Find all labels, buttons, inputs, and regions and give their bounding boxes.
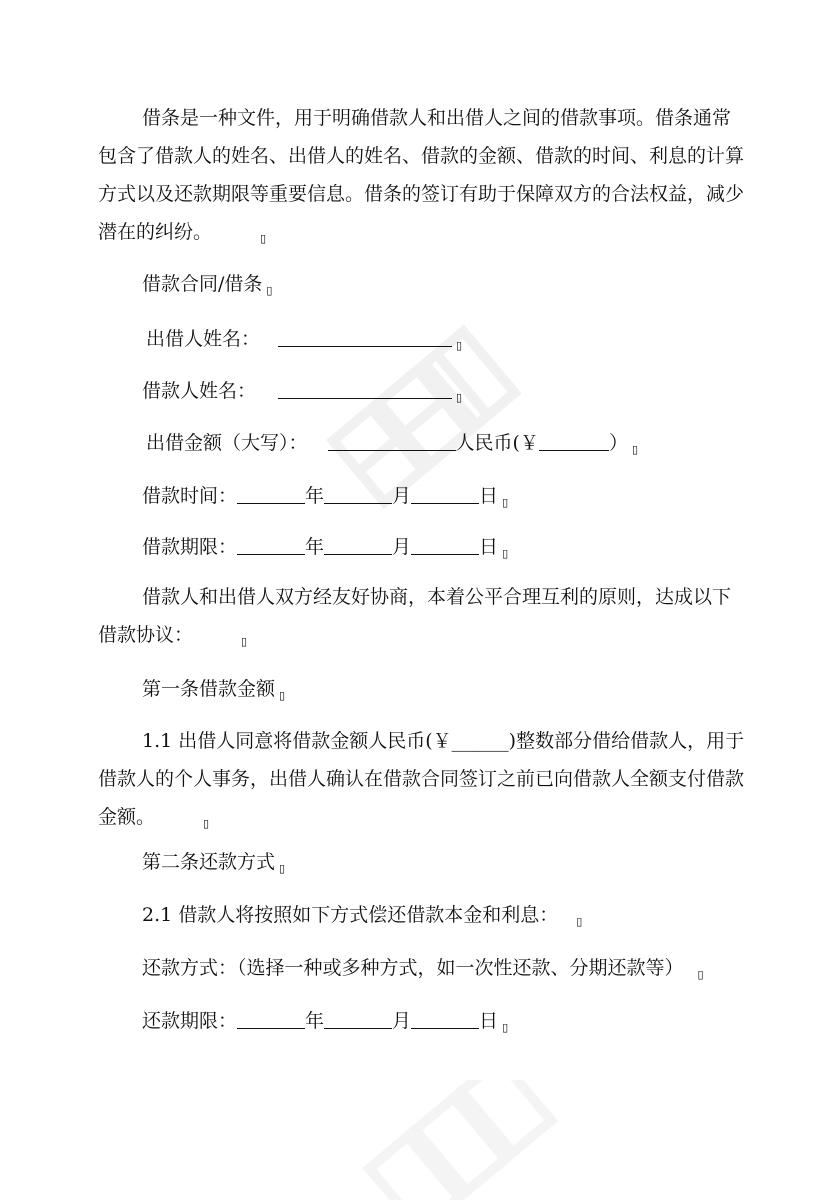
year-label: 年	[305, 1010, 325, 1032]
article1-1-paragraph	[98, 722, 748, 843]
article2-title	[142, 850, 285, 881]
contract-title-text: 借款合同/借条	[142, 273, 263, 295]
article1-title	[142, 677, 285, 708]
currency-label: 人民币(￥	[455, 432, 539, 454]
loan-time-month-field[interactable]	[324, 483, 392, 504]
article1-1-text: 1.1 出借人同意将借款金额人民币(￥______)整数部分借给借款人，用于借款人的个人事务，出借人确认在借款合同签订之前已向借款人全额支付借款金额。	[98, 730, 745, 828]
day-label: 日	[479, 536, 499, 558]
paragraph-mark-icon: ▯	[697, 968, 704, 981]
repay-term-month-field[interactable]	[324, 1008, 392, 1029]
loan-amount-row	[146, 430, 638, 462]
loan-time-year-field[interactable]	[237, 483, 305, 504]
repay-term-day-field[interactable]	[411, 1008, 479, 1029]
paragraph-mark-icon: ▯	[576, 915, 583, 928]
loan-term-day-field[interactable]	[411, 534, 479, 555]
year-label: 年	[305, 485, 325, 507]
repay-term-year-field[interactable]	[237, 1008, 305, 1029]
paragraph-mark-icon: ▯	[502, 496, 509, 509]
day-label: 日	[479, 485, 499, 507]
contract-title	[142, 272, 272, 303]
paragraph-mark-icon: ▯	[502, 1021, 509, 1034]
loan-amount-uppercase-field[interactable]	[328, 430, 456, 451]
borrower-name-label: 借款人姓名：	[142, 380, 257, 402]
loan-term-year-field[interactable]	[237, 534, 305, 555]
intro-paragraph	[98, 99, 748, 258]
loan-amount-label: 出借金额（大写）：	[146, 432, 308, 454]
paragraph-mark-icon: ▯	[279, 689, 286, 702]
paragraph-mark-icon: ▯	[631, 443, 639, 456]
agreement-intro-paragraph	[98, 578, 748, 661]
loan-time-row	[142, 483, 508, 515]
day-label: 日	[479, 1010, 499, 1032]
paragraph-mark-icon: ▯	[260, 232, 267, 245]
loan-time-label: 借款时间：	[142, 485, 238, 507]
article2-title-text: 第二条还款方式	[142, 851, 276, 873]
loan-time-day-field[interactable]	[411, 483, 479, 504]
lender-name-label: 出借人姓名：	[146, 328, 261, 350]
repay-method-text: 还款方式：（选择一种或多种方式，如一次性还款、分期还款等）	[142, 957, 684, 979]
loan-amount-number-field[interactable]	[539, 430, 609, 451]
loan-term-row	[142, 534, 508, 566]
year-label: 年	[305, 536, 325, 558]
month-label: 月	[392, 1010, 412, 1032]
watermark-logo-bottom	[330, 1080, 570, 1200]
month-label: 月	[392, 485, 412, 507]
paragraph-mark-icon: ▯	[241, 635, 248, 648]
article2-1-text: 2.1 借款人将按照如下方式偿还借款本金和利息：	[142, 904, 559, 926]
paragraph-mark-icon: ▯	[456, 391, 463, 404]
intro-text: 借条是一种文件，用于明确借款人和出借人之间的借款事项。借条通常包含了借款人的姓名、出借人的姓名、借款的金额、借款的时间、利息的计算方式以及还款期限等重要信息。借条的签订有助于保障双方的合法权益，减少潜在的纠纷。	[98, 107, 745, 243]
loan-term-month-field[interactable]	[324, 534, 392, 555]
repay-term-row	[142, 1008, 508, 1040]
month-label: 月	[392, 536, 412, 558]
agreement-intro-text: 借款人和出借人双方经友好协商，本着公平合理互利的原则，达成以下借款协议：	[98, 586, 732, 646]
repay-method-line	[142, 956, 704, 987]
article2-1-line	[142, 903, 582, 934]
borrower-name-field[interactable]	[278, 378, 452, 399]
paragraph-mark-icon: ▯	[279, 862, 286, 875]
lender-name-field[interactable]	[278, 326, 452, 347]
loan-term-label: 借款期限：	[142, 536, 238, 558]
paragraph-mark-icon: ▯	[456, 339, 463, 352]
borrower-name-row	[142, 378, 462, 410]
paragraph-mark-icon: ▯	[502, 547, 509, 560]
repay-term-label: 还款期限：	[142, 1010, 238, 1032]
amount-close-paren: ）	[608, 432, 628, 454]
paragraph-mark-icon: ▯	[266, 284, 273, 297]
article1-title-text: 第一条借款金额	[142, 678, 276, 700]
lender-name-row	[146, 326, 462, 358]
paragraph-mark-icon: ▯	[203, 817, 210, 830]
